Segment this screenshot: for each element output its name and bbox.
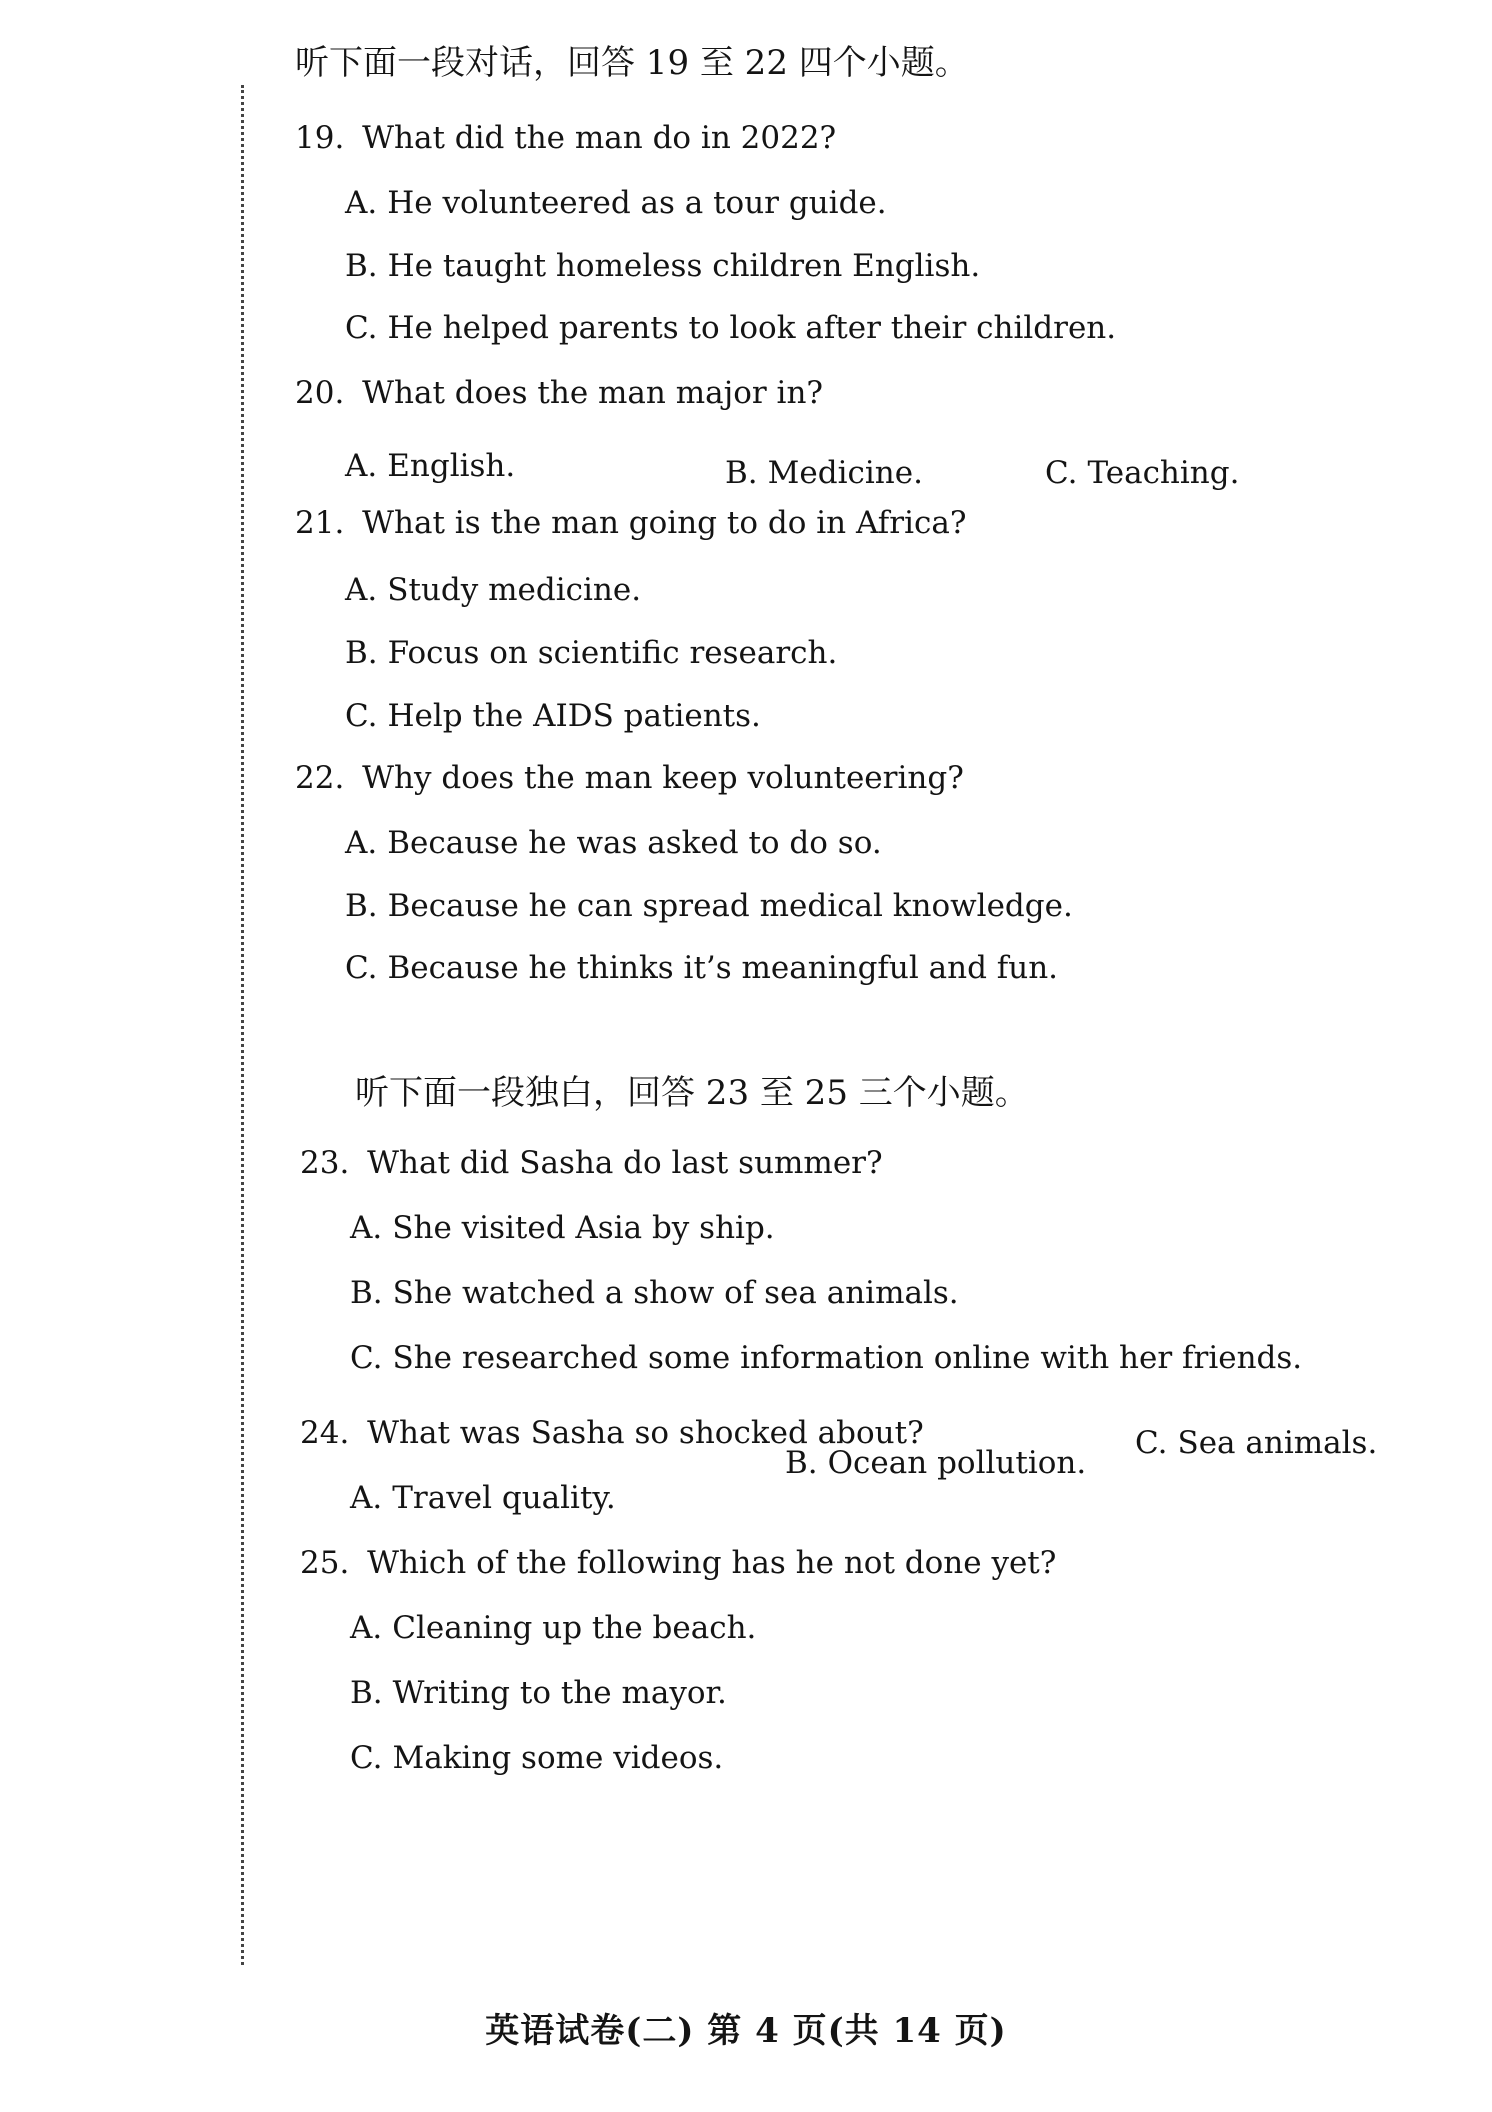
question-text: Why does the man keep volunteering?: [362, 760, 964, 796]
option-letter: C.: [1135, 1425, 1168, 1461]
option-letter: B.: [785, 1445, 818, 1481]
question-number: 25.: [300, 1545, 350, 1581]
option-letter: C.: [345, 950, 378, 986]
question-text: What is the man going to do in Africa?: [362, 505, 967, 541]
option-23-b: [350, 1275, 959, 1311]
option-letter: A.: [345, 825, 378, 861]
option-text: Cleaning up the beach.: [392, 1610, 757, 1646]
question-number: 23.: [300, 1145, 350, 1181]
option-letter: A.: [350, 1480, 383, 1516]
question-23: [300, 1145, 883, 1181]
option-22-c: [345, 950, 1058, 986]
option-letter: C.: [345, 310, 378, 346]
option-text: Study medicine.: [387, 572, 642, 608]
question-number: 24.: [300, 1415, 350, 1451]
option-text: Because he can spread medical knowledge.: [387, 888, 1073, 924]
option-text: Help the AIDS patients.: [387, 698, 761, 734]
option-20-a: [345, 448, 515, 484]
option-20-c: [1045, 455, 1239, 491]
option-letter: C.: [350, 1340, 383, 1376]
section-instruction-2: 听下面一段独白，回答 23 至 25 三个小题。: [355, 1073, 1029, 1113]
question-number: 19.: [295, 120, 345, 156]
option-text: Because he was asked to do so.: [387, 825, 882, 861]
binding-dotted-line: [241, 85, 244, 1965]
option-letter: A.: [350, 1610, 383, 1646]
option-23-c: [350, 1340, 1302, 1376]
option-letter: C.: [345, 698, 378, 734]
option-text: Ocean pollution.: [827, 1445, 1087, 1481]
option-text: Travel quality.: [392, 1480, 616, 1516]
option-text: She watched a show of sea animals.: [392, 1275, 959, 1311]
option-text: She researched some information online with her friends.: [392, 1340, 1303, 1376]
page-footer: 英语试卷(二) 第 4 页(共 14 页): [485, 2011, 1007, 2051]
question-text: Which of the following has he not done yet?: [367, 1545, 1057, 1581]
option-22-b: [345, 888, 1073, 924]
question-number: 22.: [295, 760, 345, 796]
question-21: [295, 505, 966, 541]
option-20-b: [725, 455, 923, 491]
option-text: English.: [387, 448, 516, 484]
option-text: He helped parents to look after their children.: [387, 310, 1117, 346]
option-text: Writing to the mayor.: [392, 1675, 727, 1711]
option-letter: C.: [350, 1740, 383, 1776]
option-letter: B.: [345, 888, 378, 924]
question-text: What did the man do in 2022?: [362, 120, 837, 156]
question-22: [295, 760, 964, 796]
option-text: Teaching.: [1087, 455, 1240, 491]
option-letter: A.: [345, 185, 378, 221]
option-text: Medicine.: [767, 455, 923, 491]
option-19-a: [345, 185, 887, 221]
option-letter: C.: [1045, 455, 1078, 491]
option-25-a: [350, 1610, 756, 1646]
question-text: What did Sasha do last summer?: [367, 1145, 883, 1181]
option-25-b: [350, 1675, 727, 1711]
option-text: He taught homeless children English.: [387, 248, 981, 284]
option-text: He volunteered as a tour guide.: [387, 185, 887, 221]
option-21-b: [345, 635, 837, 671]
question-number: 20.: [295, 375, 345, 411]
option-24-c: [1135, 1425, 1377, 1461]
option-letter: A.: [345, 572, 378, 608]
question-20: [295, 375, 823, 411]
option-21-c: [345, 698, 761, 734]
question-number: 21.: [295, 505, 345, 541]
option-25-c: [350, 1740, 723, 1776]
option-text: Because he thinks it’s meaningful and fun.: [387, 950, 1059, 986]
option-letter: B.: [345, 635, 378, 671]
section-instruction-1: 听下面一段对话，回答 19 至 22 四个小题。: [295, 43, 969, 83]
question-25: [300, 1545, 1056, 1581]
option-letter: A.: [350, 1210, 383, 1246]
question-text: What was Sasha so shocked about?: [367, 1415, 924, 1451]
option-text: She visited Asia by ship.: [392, 1210, 775, 1246]
option-letter: B.: [345, 248, 378, 284]
option-text: Making some videos.: [392, 1740, 724, 1776]
option-letter: B.: [350, 1675, 383, 1711]
option-19-c: [345, 310, 1116, 346]
option-23-a: [350, 1210, 775, 1246]
question-19: [295, 120, 836, 156]
option-24-a: [350, 1480, 616, 1516]
option-letter: B.: [725, 455, 758, 491]
option-19-b: [345, 248, 980, 284]
option-text: Sea animals.: [1177, 1425, 1378, 1461]
option-22-a: [345, 825, 882, 861]
option-21-a: [345, 572, 641, 608]
question-text: What does the man major in?: [362, 375, 824, 411]
option-24-b: [785, 1445, 1086, 1481]
option-letter: B.: [350, 1275, 383, 1311]
option-letter: A.: [345, 448, 378, 484]
option-text: Focus on scientific research.: [387, 635, 838, 671]
